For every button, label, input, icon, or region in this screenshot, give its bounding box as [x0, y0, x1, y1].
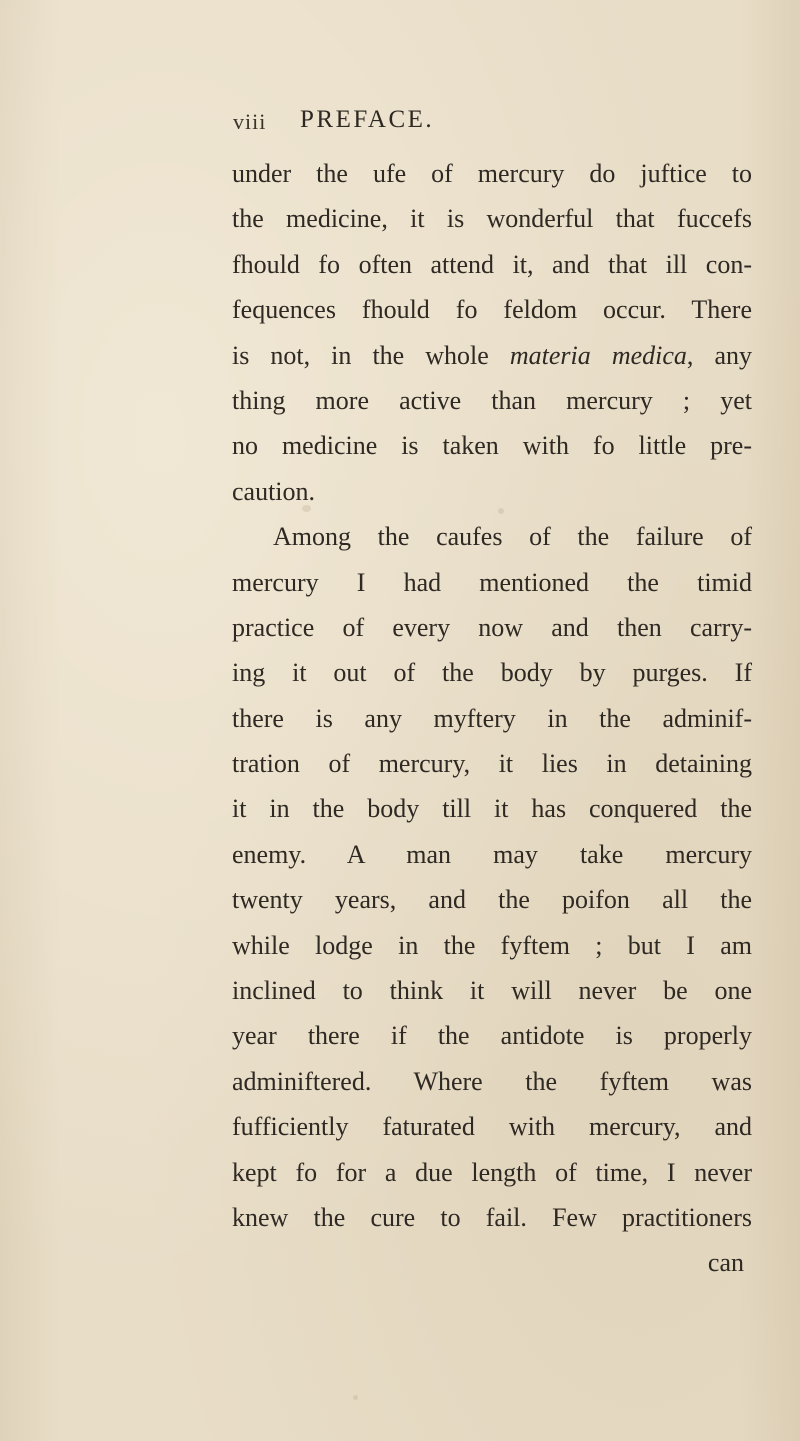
page-header: [233, 103, 753, 143]
text-line: under the ufe of mercury do juftice to: [232, 159, 752, 188]
text-line: twenty years, and the poifon all the: [232, 885, 752, 915]
text-line: year there if the antidote is properly: [232, 1021, 752, 1051]
text-line: enemy. A man may take mercury: [232, 839, 752, 869]
text-line: thing more active than mercury ; yet: [232, 385, 752, 415]
text-line: it in the body till it has conquered the: [232, 794, 752, 824]
text-line: no medicine is taken with fo little pre-: [232, 431, 752, 461]
catchword: can: [707, 1248, 744, 1278]
text-line: fequences fhould fo feldom occur. There: [232, 295, 752, 325]
paragraph-start-line: Among the caufes of the failure of: [273, 522, 752, 552]
text-segment: is not, in the whole: [232, 340, 510, 370]
text-line: fufficiently faturated with mercury, and: [232, 1112, 752, 1142]
text-line: adminiftered. Where the fyftem was: [232, 1066, 752, 1096]
body-text: [232, 151, 752, 1286]
text-line: there is any myftery in the adminif-: [232, 703, 752, 733]
text-line: [232, 333, 752, 378]
italic-term: materia medica: [509, 340, 687, 370]
text-line: kept fo for a due length of time, I never: [232, 1157, 752, 1187]
page-number: viii: [233, 109, 267, 134]
text-line: fhould fo often attend it, and that ill con-: [232, 249, 752, 279]
text-line: inclined to think it will never be one: [232, 976, 752, 1006]
text-segment: , any: [686, 340, 753, 370]
paper-foxing-spot: [353, 1395, 358, 1400]
text-line: ing it out of the body by purges. If: [232, 658, 752, 688]
running-head: PREFACE.: [300, 106, 435, 133]
paragraph-end-line: caution.: [232, 476, 316, 506]
text-line: while lodge in the fyftem ; but I am: [232, 930, 752, 960]
text-line: knew the cure to fail. Few practitioners: [232, 1202, 752, 1232]
text-line: the medicine, it is wonderful that fuccefs: [232, 204, 752, 234]
text-line: tration of mercury, it lies in detaining: [232, 749, 752, 779]
text-line: mercury I had mentioned the timid: [232, 567, 752, 597]
text-line: practice of every now and then carry-: [232, 612, 752, 642]
